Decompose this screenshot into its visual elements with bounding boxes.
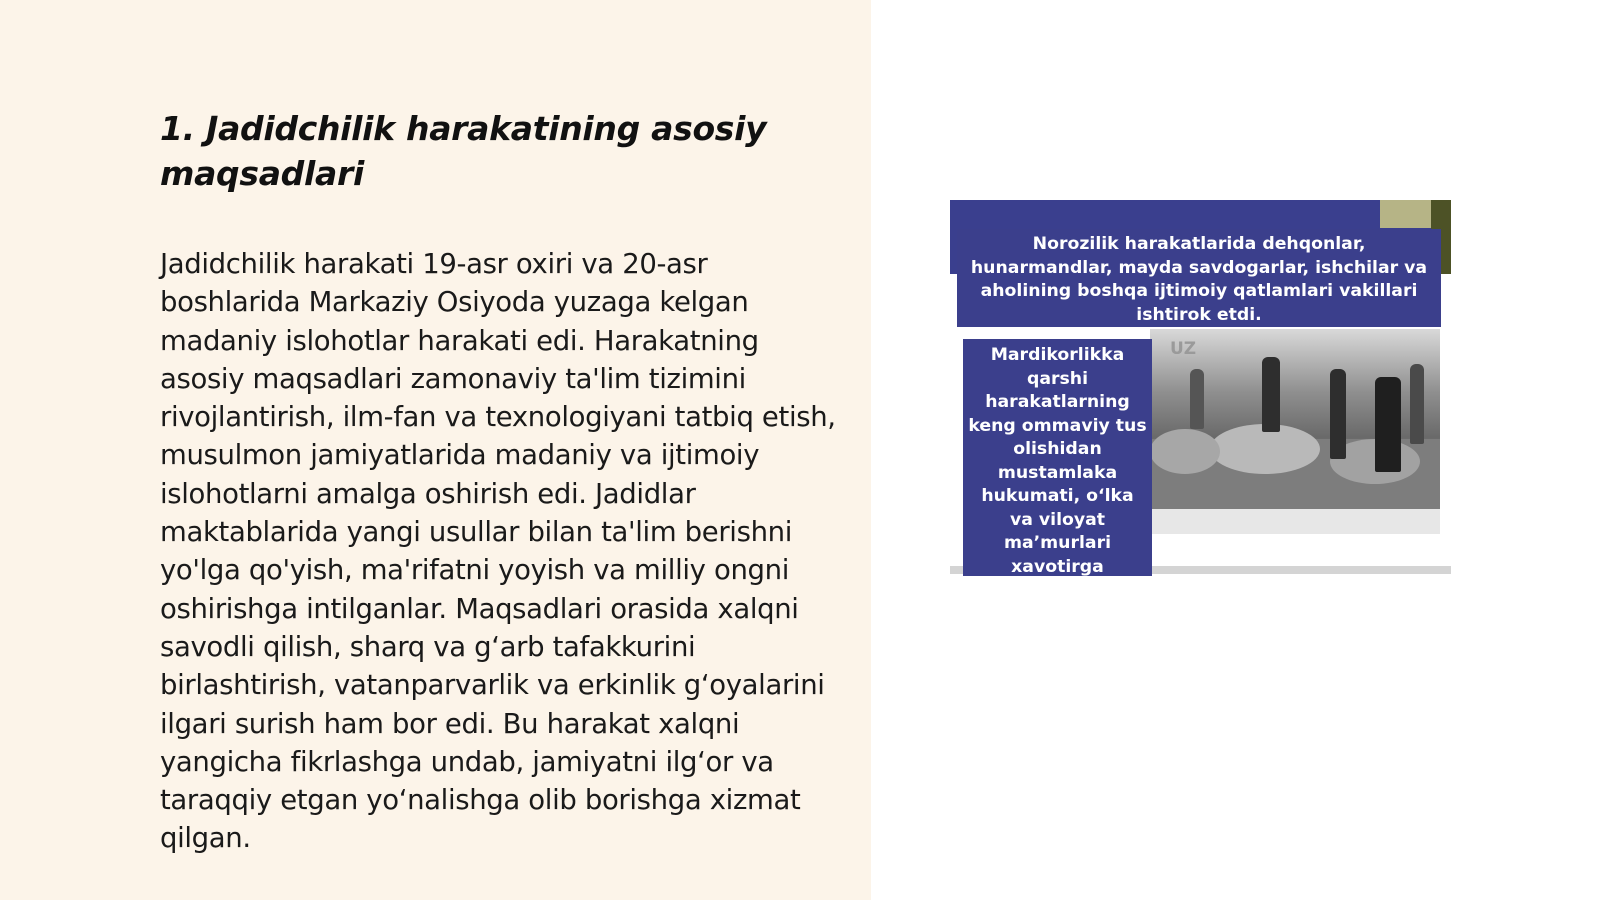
person-figure <box>1375 377 1401 472</box>
historical-photo <box>1150 329 1440 509</box>
photo-lower-border <box>1150 509 1440 534</box>
slide-body-text: Jadidchilik harakati 19-asr oxiri va 20-asr boshlarida Markaziy Osiyoda yuzaga kelgan madaniy islohotlar harakati edi. Harakatning asosiy maqsadlari zamonaviy ta'lim tizimini rivojlantirish, ilm-fan va texnologiyani tatbiq etish, musulmon jamiyatlarida madaniy va ijtimoiy islohotlarni amalga oshirish edi. Jadidlar maktablarida yangi usullar bilan ta'lim berishni yo'lga qo'yish, ma'rifatni yoyish va milliy ongni oshirishga intilganlar. Maqsadlari orasida xalqni savodli qilish, sharq va g‘arb tafakkurini birlashtirish, vatanparvarlik va erkinlik g‘oyalarini ilgari surish ham bor edi. Bu harakat xalqni yangicha fikrlashga undab, jamiyatni ilg‘or va taraqqiy etgan yo‘nalishga olib borishga xizmat qilgan. <box>160 248 836 855</box>
slide-title: 1. Jadidchilik harakatining asosiy maqsadlari <box>160 109 767 193</box>
historical-figure <box>950 200 1451 576</box>
person-figure <box>1262 357 1280 432</box>
photo-watermark: UZ <box>1170 339 1197 359</box>
cotton-sack <box>1150 429 1220 474</box>
person-figure <box>1410 364 1424 444</box>
person-figure <box>1190 369 1204 429</box>
figure-caption-top: Norozilik harakatlarida dehqonlar, hunarmandlar, mayda savdogarlar, ishchilar va aholining boshqa ijtimoiy qatlamlari vakillari ishtirok etdi. <box>957 229 1441 327</box>
figure-caption-left: Mardikorlikka qarshi harakatlarning keng ommaviy tus olishidan mustamlaka hukumati, o‘lka va viloyat ma’murlari xavotirga <box>963 339 1152 576</box>
figure-accent-block <box>1380 200 1431 228</box>
person-figure <box>1330 369 1346 459</box>
